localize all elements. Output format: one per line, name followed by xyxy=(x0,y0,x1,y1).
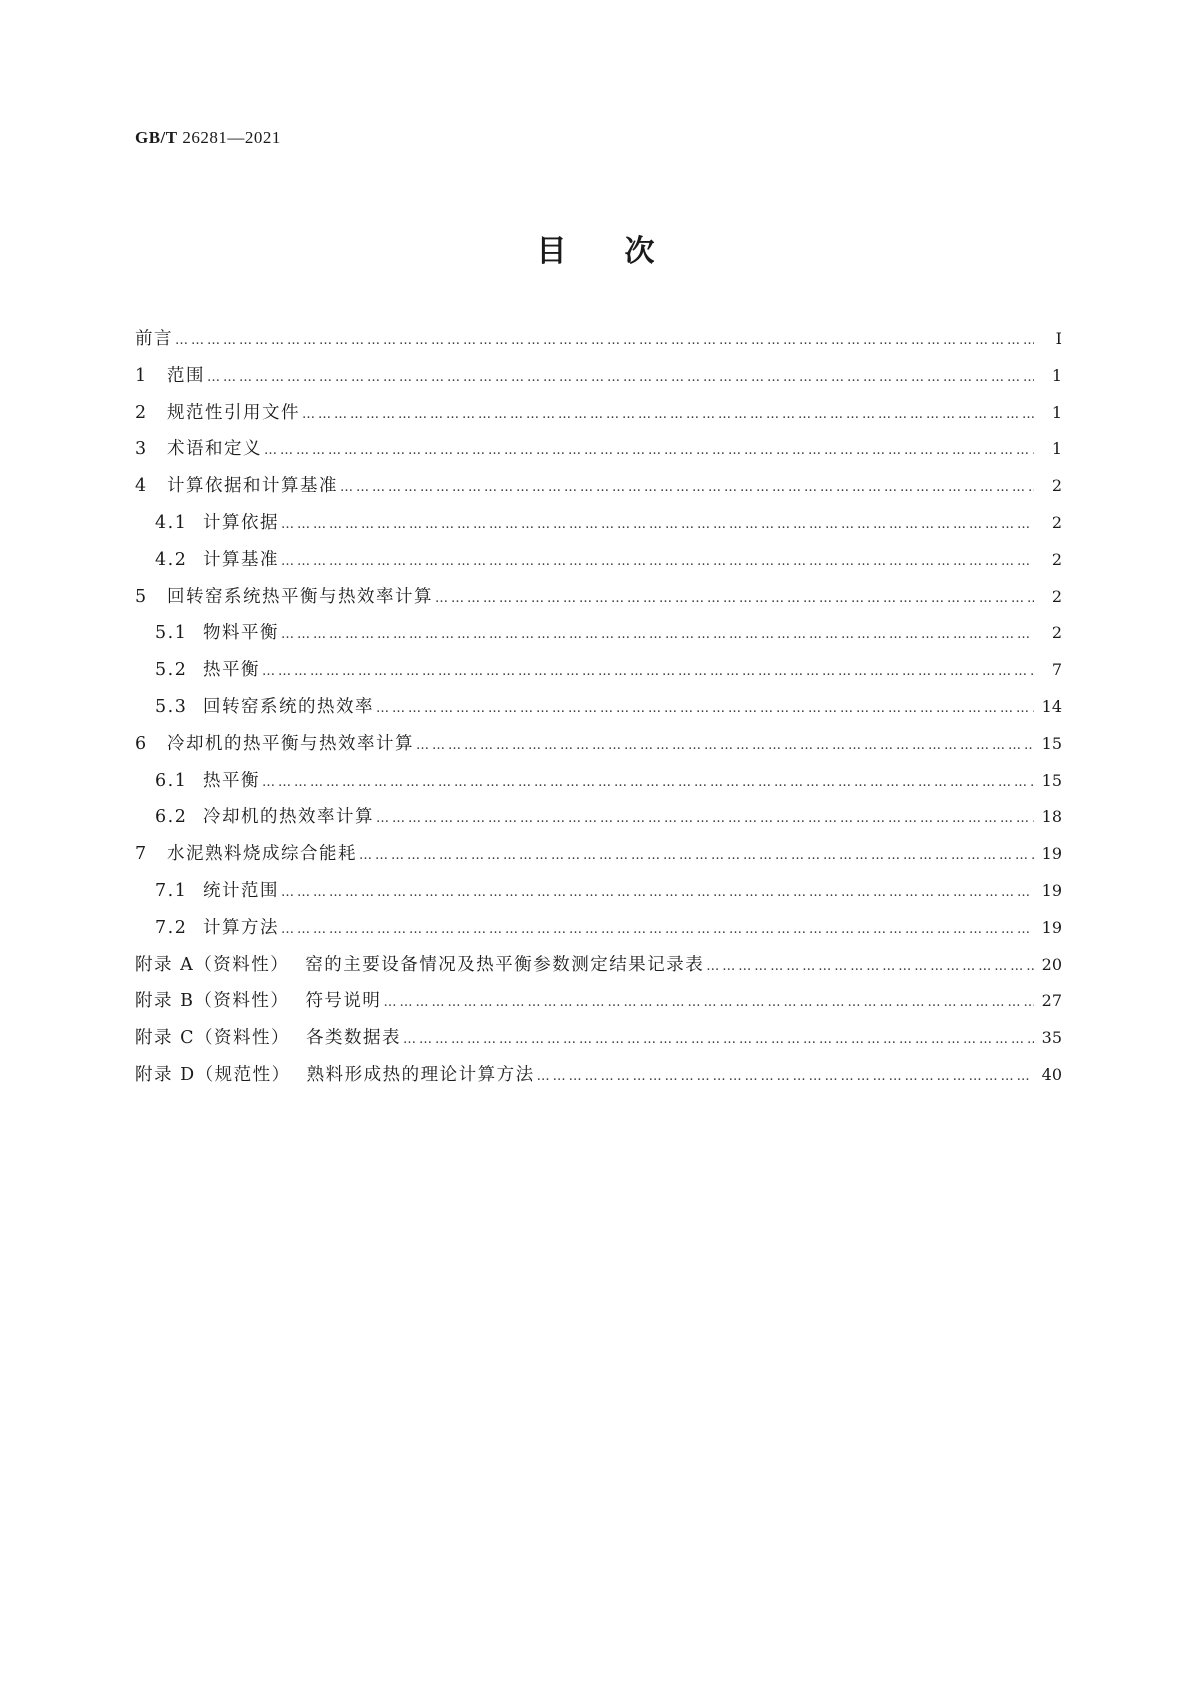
toc-entry-page: 20 xyxy=(1041,954,1062,974)
toc-entry-number: 6 xyxy=(135,733,148,754)
toc-entry-number: 5.3 xyxy=(155,696,188,717)
document-header xyxy=(135,128,281,148)
dot-leader xyxy=(435,591,1034,606)
toc-entry-page: 40 xyxy=(1041,1064,1062,1084)
toc-entry[interactable] xyxy=(135,325,1062,362)
toc-entry-label: 水泥熟料烧成综合能耗 xyxy=(167,844,357,865)
dot-leader xyxy=(207,370,1034,385)
toc-entry-label: 回转窑系统的热效率 xyxy=(203,696,374,717)
toc-entry-page: 15 xyxy=(1041,733,1062,753)
toc-entry-page: 15 xyxy=(1041,770,1062,790)
toc-entry-number: 3 xyxy=(135,439,148,460)
standard-number: 26281—2021 xyxy=(182,128,281,147)
toc-entry-page: 19 xyxy=(1041,917,1062,937)
dot-leader xyxy=(302,407,1034,422)
table-of-contents xyxy=(135,325,1062,1098)
toc-entry-label: 回转窑系统热平衡与热效率计算 xyxy=(167,586,433,607)
toc-entry-number: 附录 D（规范性） xyxy=(135,1064,291,1085)
toc-entry-page: 35 xyxy=(1041,1028,1062,1048)
dot-leader xyxy=(281,885,1034,900)
toc-entry-label: 热平衡 xyxy=(203,770,260,791)
toc-entry[interactable] xyxy=(135,693,1062,730)
standard-code: GB/T xyxy=(135,128,178,147)
toc-entry-page: 19 xyxy=(1041,880,1062,900)
dot-leader xyxy=(264,443,1034,458)
toc-entry-number: 5.2 xyxy=(155,660,188,681)
dot-leader xyxy=(359,848,1034,863)
toc-entry-number: 附录 A（资料性） xyxy=(135,954,290,975)
toc-entry[interactable] xyxy=(135,546,1062,583)
toc-entry-number: 4.1 xyxy=(155,512,188,533)
toc-entry-label: 术语和定义 xyxy=(167,439,262,460)
toc-entry-page: 1 xyxy=(1051,365,1062,385)
dot-leader xyxy=(281,517,1034,532)
toc-entry[interactable] xyxy=(135,730,1062,767)
toc-entry-label: 规范性引用文件 xyxy=(167,402,300,423)
toc-entry[interactable] xyxy=(135,656,1062,693)
dot-leader xyxy=(281,922,1034,937)
toc-entry[interactable] xyxy=(135,840,1062,877)
toc-entry-label: 各类数据表 xyxy=(305,1028,401,1049)
dot-leader xyxy=(262,664,1034,679)
toc-entry-label: 范围 xyxy=(167,365,205,386)
toc-entry-label: 计算基准 xyxy=(203,549,279,570)
toc-entry-number: 7.1 xyxy=(155,880,188,901)
toc-entry-label: 符号说明 xyxy=(305,991,382,1012)
toc-entry-page: 27 xyxy=(1041,991,1062,1011)
toc-entry-label: 热平衡 xyxy=(203,660,260,681)
page-title: 目次 xyxy=(536,234,713,269)
toc-entry[interactable] xyxy=(135,619,1062,656)
toc-entry-label: 冷却机的热效率计算 xyxy=(203,807,374,828)
toc-entry[interactable] xyxy=(135,987,1062,1024)
toc-entry-page: 14 xyxy=(1041,696,1062,716)
toc-entry-label: 计算方法 xyxy=(203,917,279,938)
dot-leader xyxy=(403,1032,1034,1047)
toc-entry[interactable] xyxy=(135,583,1062,620)
toc-entry-label: 熟料形成热的理论计算方法 xyxy=(306,1064,535,1085)
toc-entry-label: 窑的主要设备情况及热平衡参数测定结果记录表 xyxy=(305,954,705,975)
toc-entry-number: 7 xyxy=(135,844,148,865)
dot-leader xyxy=(416,738,1034,753)
toc-entry-number: 7.2 xyxy=(155,917,188,938)
dot-leader xyxy=(537,1069,1034,1084)
toc-entry[interactable] xyxy=(135,1024,1062,1061)
dot-leader xyxy=(262,775,1034,790)
toc-entry-page: 2 xyxy=(1051,549,1062,569)
toc-entry-number: 1 xyxy=(135,365,148,386)
toc-entry-number: 2 xyxy=(135,402,148,423)
toc-entry-page: 18 xyxy=(1041,807,1062,827)
toc-entry[interactable] xyxy=(135,767,1062,804)
toc-entry-label: 前言 xyxy=(135,329,173,349)
toc-entry[interactable] xyxy=(135,509,1062,546)
toc-entry[interactable] xyxy=(135,399,1062,436)
toc-entry-number: 6.1 xyxy=(155,770,188,791)
toc-entry-number: 4.2 xyxy=(155,549,188,570)
dot-leader xyxy=(706,959,1034,974)
toc-entry-number: 4 xyxy=(135,476,148,497)
dot-leader xyxy=(376,701,1034,716)
toc-entry[interactable] xyxy=(135,1061,1062,1098)
dot-leader xyxy=(383,995,1034,1010)
toc-entry[interactable] xyxy=(135,435,1062,472)
toc-entry-page: Ⅰ xyxy=(1055,329,1062,348)
dot-leader xyxy=(340,480,1034,495)
toc-entry-page: 7 xyxy=(1051,660,1062,680)
toc-entry[interactable] xyxy=(135,951,1062,988)
toc-entry-page: 2 xyxy=(1051,512,1062,532)
toc-entry-page: 2 xyxy=(1051,476,1062,496)
toc-entry-number: 5.1 xyxy=(155,623,188,644)
toc-entry-page: 2 xyxy=(1051,623,1062,643)
dot-leader xyxy=(281,554,1034,569)
dot-leader xyxy=(376,811,1034,826)
toc-entry-number: 5 xyxy=(135,586,148,607)
toc-entry-label: 计算依据和计算基准 xyxy=(167,476,338,497)
toc-entry-label: 物料平衡 xyxy=(203,623,279,644)
toc-entry[interactable] xyxy=(135,914,1062,951)
toc-entry-label: 冷却机的热平衡与热效率计算 xyxy=(167,733,414,754)
toc-entry-label: 计算依据 xyxy=(203,512,279,533)
toc-entry-page: 2 xyxy=(1051,586,1062,606)
toc-entry[interactable] xyxy=(135,877,1062,914)
toc-entry-page: 1 xyxy=(1051,439,1062,459)
toc-entry-number: 6.2 xyxy=(155,807,188,828)
toc-entry[interactable] xyxy=(135,472,1062,509)
toc-entry[interactable] xyxy=(135,362,1062,399)
toc-entry-page: 1 xyxy=(1051,402,1062,422)
toc-entry-label: 统计范围 xyxy=(203,880,279,901)
toc-entry[interactable] xyxy=(135,803,1062,840)
toc-entry-number: 附录 C（资料性） xyxy=(135,1028,290,1049)
dot-leader xyxy=(175,333,1034,348)
toc-entry-page: 19 xyxy=(1041,844,1062,864)
toc-entry-number: 附录 B（资料性） xyxy=(135,991,290,1012)
dot-leader xyxy=(281,627,1034,642)
